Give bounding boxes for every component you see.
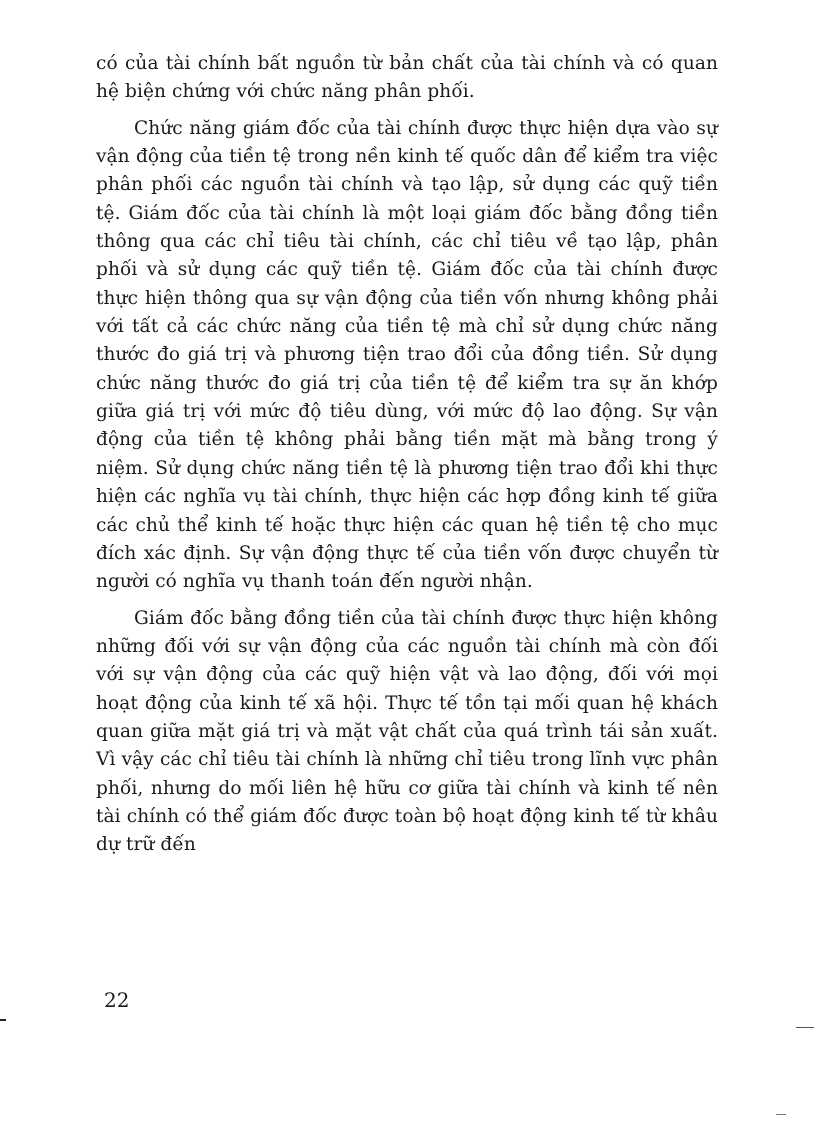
scan-edge-mark <box>0 1019 6 1021</box>
paragraph-financial-supervision: Chức năng giám đốc của tài chính được thực hiện dựa vào sự vận động của tiền tệ trong nền kinh tế quốc dân để kiểm tra việc phân phối các nguồn tài chính và tạo lập, sử dụng các quỹ tiền tệ. Giám đốc của tài chính là một loại giám đốc bằng đồng tiền thông qua các chỉ tiêu tài chính, các chỉ tiêu về tạo lập, phân phối và sử dụng các quỹ tiền tệ. Giám đốc của tài chính được thực hiện thông qua sự vận động của tiền vốn nhưng không phải với tất cả các chức năng của tiền tệ mà chỉ sử dụng chức năng thước đo giá trị và phương tiện trao đổi của đồng tiền. Sử dụng chức năng thước đo giá trị của tiền tệ để kiểm tra sự ăn khớp giữa giá trị với mức độ tiêu dùng, với mức độ lao động. Sự vận động của tiền tệ không phải bằng tiền mặt mà bằng trong ý niệm. Sử dụng chức năng tiền tệ là phương tiện trao đổi khi thực hiện các nghĩa vụ tài chính, thực hiện các hợp đồng kinh tế giữa các chủ thể kinh tế hoặc thực hiện các quan hệ tiền tệ cho mục đích xác định. Sự vận động thực tế của tiền vốn được chuyển từ người có nghĩa vụ thanh toán đến người nhận. <box>96 117 718 593</box>
page-number: 22 <box>104 988 130 1012</box>
scan-edge-mark <box>796 1027 814 1028</box>
scan-edge-mark <box>776 1114 786 1115</box>
paragraph-monetary-supervision: Giám đốc bằng đồng tiền của tài chính được thực hiện không những đối với sự vận động của các nguồn tài chính mà còn đối với sự vận động của các quỹ hiện vật và lao động, đối với mọi hoạt động của kinh tế xã hội. Thực tế tồn tại mối quan hệ khách quan giữa mặt giá trị và mặt vật chất của quá trình tái sản xuất. Vì vậy các chỉ tiêu tài chính là những chỉ tiêu trong lĩnh vực phân phối, nhưng do mối liên hệ hữu cơ giữa tài chính và kinh tế nên tài chính có thể giám đốc được toàn bộ hoạt động kinh tế từ khâu dự trữ đến <box>96 607 718 856</box>
body-text <box>96 50 718 860</box>
paragraph-continuation: có của tài chính bất nguồn từ bản chất của tài chính và có quan hệ biện chứng với chức năng phân phối. <box>96 53 718 103</box>
